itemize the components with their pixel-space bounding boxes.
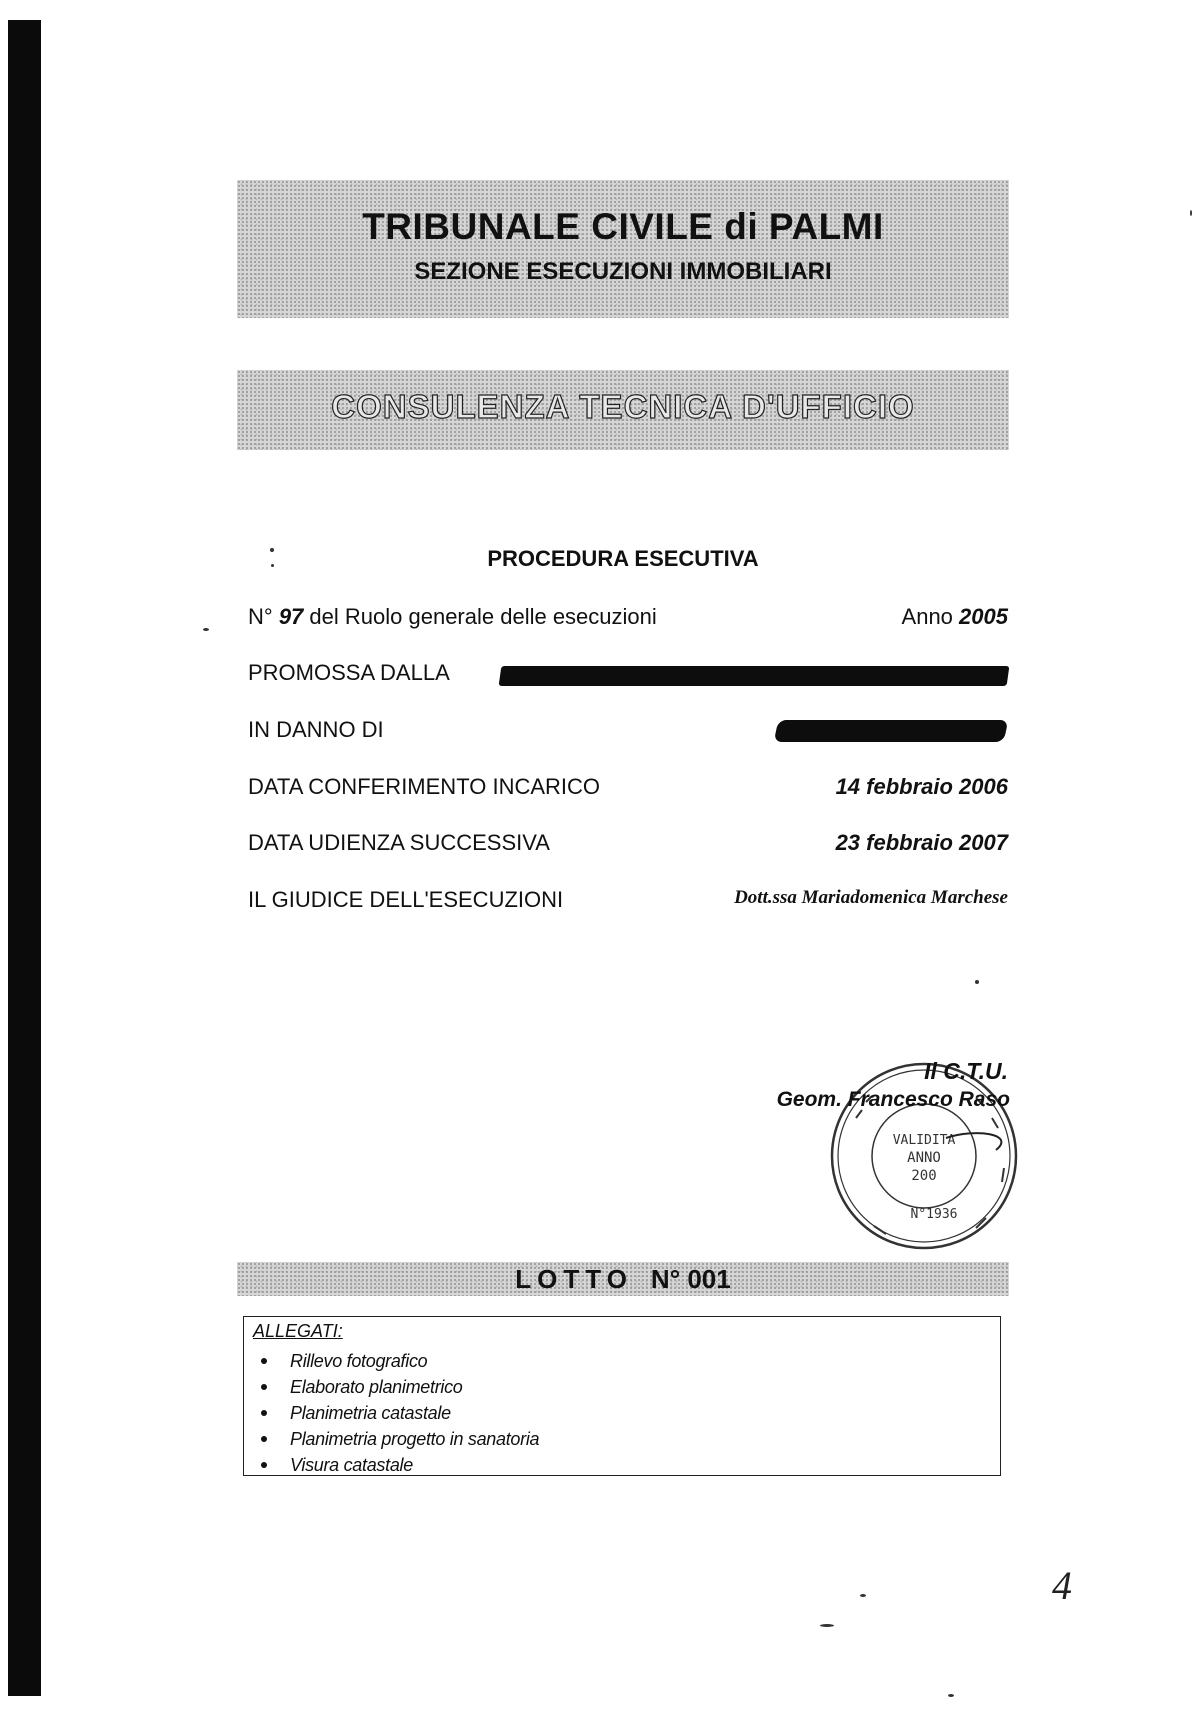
procedure-heading: PROCEDURA ESECUTIVA <box>487 546 759 571</box>
list-item: Planimetria progetto in sanatoria <box>244 1426 539 1452</box>
ctu-name: Geom. Francesco Raso <box>776 1088 1010 1111</box>
bullet-icon <box>261 1410 267 1416</box>
list-item: Rillevo fotografico <box>244 1348 539 1374</box>
scan-speck <box>270 548 274 552</box>
scan-speck <box>820 1624 834 1627</box>
attachments-title: ALLEGATI: <box>253 1321 343 1341</box>
document-title: CONSULENZA TECNICA D'UFFICIO <box>331 388 915 425</box>
redacted-debtor <box>774 720 1009 742</box>
giudice-label: IL GIUDICE DELL'ESECUZIONI <box>248 887 564 912</box>
conferimento-label: DATA CONFERIMENTO INCARICO <box>248 774 601 799</box>
court-name: TRIBUNALE CIVILE di PALMI <box>362 206 884 247</box>
scan-speck <box>975 980 979 984</box>
scan-speck <box>948 1694 954 1697</box>
conferimento-row <box>248 774 1008 806</box>
giudice-row <box>248 887 1008 919</box>
attachments-list <box>244 1348 539 1478</box>
scan-speck <box>203 628 209 631</box>
udienza-label: DATA UDIENZA SUCCESSIVA <box>248 830 550 855</box>
svg-text:200: 200 <box>911 1168 937 1184</box>
udienza-row <box>248 830 1008 862</box>
list-item: Visura catastale <box>244 1452 539 1478</box>
lotto-label: LOTTO N° 001 <box>515 1264 731 1294</box>
procedure-year: Anno 2005 <box>901 604 1008 629</box>
bullet-icon <box>261 1358 267 1364</box>
page-number: 4 <box>1052 1563 1072 1608</box>
giudice-name: Dott.ssa Mariadomenica Marchese <box>734 887 1008 908</box>
scan-speck <box>271 564 274 567</box>
svg-text:N°1936: N°1936 <box>910 1207 958 1222</box>
bullet-icon <box>261 1384 267 1390</box>
bullet-icon <box>261 1436 267 1442</box>
promossa-label: PROMOSSA DALLA <box>248 660 450 685</box>
scan-edge-artifact <box>8 20 41 1696</box>
list-item: Planimetria catastale <box>244 1400 539 1426</box>
procedure-number-row <box>248 604 1008 636</box>
attachments-box <box>243 1316 1001 1476</box>
in-danno-label: IN DANNO DI <box>248 717 384 742</box>
list-item: Elaborato planimetrico <box>244 1374 539 1400</box>
bullet-icon <box>261 1462 267 1468</box>
scan-speck <box>1190 210 1192 216</box>
ctu-role: Il C.T.U. <box>924 1058 1008 1084</box>
redacted-creditor <box>499 666 1010 686</box>
header-banner <box>237 180 1009 318</box>
scan-speck <box>860 1594 866 1597</box>
udienza-date: 23 febbraio 2007 <box>835 830 1008 855</box>
court-section: SEZIONE ESECUZIONI IMMOBILIARI <box>414 258 832 285</box>
svg-text:VALIDITA: VALIDITA <box>892 1133 956 1148</box>
svg-text:ANNO: ANNO <box>907 1150 941 1166</box>
conferimento-date: 14 febbraio 2006 <box>835 774 1008 799</box>
procedure-number: N° 97 del Ruolo generale delle esecuzioni <box>248 604 657 629</box>
